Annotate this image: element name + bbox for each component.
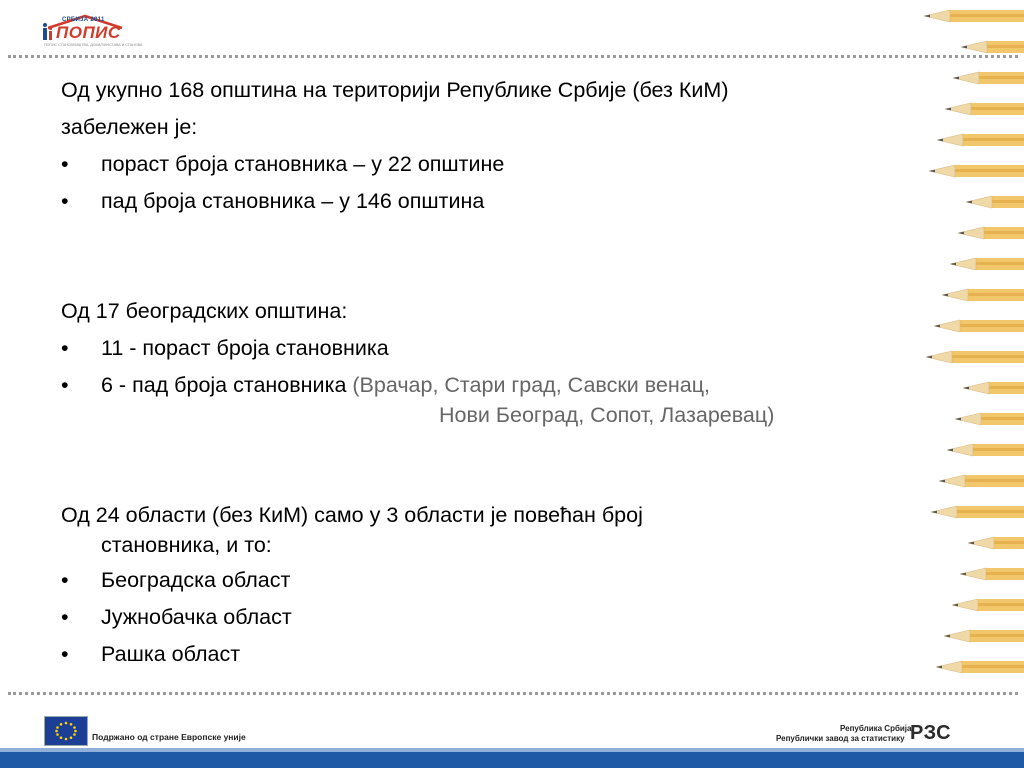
bullet-icon: •: [61, 605, 69, 629]
municipalities-list-line1: (Врачар, Стари град, Савски венац,: [352, 373, 710, 397]
slide-body: [61, 72, 961, 673]
pencil-icon: [961, 41, 1024, 53]
eu-flag-icon: [44, 716, 88, 746]
section1-line2: забележен је:: [61, 115, 198, 139]
pencil-icon: [966, 196, 1024, 208]
municipalities-list-line2: Нови Београд, Сопот, Лазаревац): [439, 403, 775, 427]
section3-line2: становника, и то:: [101, 533, 272, 557]
section3-line1: Од 24 области (без КиМ) само у 3 области је повећан број: [61, 503, 643, 527]
pencil-icon: [960, 568, 1024, 580]
list-item-text: Београдска област: [101, 568, 291, 592]
section1-line1: Од укупно 168 општина на територији Републике Србије (без КиМ): [61, 78, 729, 102]
logo-subtitle: ПОПИС СТАНОВНИШТВА, ДОМАЋИНСТАВА И СТАНОВА: [44, 43, 143, 47]
logo-title: ПОПИС: [56, 23, 121, 42]
pencil-icon: [968, 537, 1024, 549]
list-item: [61, 636, 961, 673]
bullet-icon: •: [61, 568, 69, 592]
bullet-icon: •: [61, 152, 69, 176]
list-item: [61, 599, 961, 636]
list-item-text: Рашка област: [101, 642, 241, 666]
list-item: [61, 330, 961, 367]
list-item: [61, 183, 961, 220]
list-item: [61, 146, 961, 183]
list-item: [61, 562, 961, 599]
pencil-icon: [958, 227, 1024, 239]
pencil-icon: [952, 599, 1024, 611]
bottom-divider: [8, 692, 1018, 695]
pencil-icon: [950, 258, 1024, 270]
pencil-icon: [955, 413, 1024, 425]
list-item-text: 6 - пад броја становника: [101, 373, 347, 397]
eu-support-text: Подржано од стране Европске уније: [92, 732, 246, 742]
list-item-text: 11 - пораст броја становника: [101, 336, 389, 360]
pencil-icon: [924, 10, 1024, 22]
popis-logo: [40, 14, 143, 48]
footer-bar: [0, 752, 1024, 768]
bullet-icon: •: [61, 373, 69, 397]
rzs-logo: РЗС: [910, 722, 952, 744]
list-item-text: пад броја становника – у 146 општина: [101, 189, 485, 213]
pencil-icon: [953, 72, 1024, 84]
rzs-republic-text: Република Србија: [840, 724, 912, 733]
logo-year: СРБИЈА 2011: [62, 17, 105, 23]
list-item-text: Јужнобачка област: [101, 605, 292, 629]
list-item-text: пораст броја становника – у 22 општине: [101, 152, 505, 176]
top-divider: [8, 55, 1018, 58]
bullet-icon: •: [61, 642, 69, 666]
rzs-office-text: Републички завод за статистику: [776, 734, 905, 743]
section2-heading: Од 17 београдских општина:: [61, 299, 348, 323]
list-item: [61, 367, 961, 404]
pencil-icon: [963, 382, 1024, 394]
bullet-icon: •: [61, 189, 69, 213]
bullet-icon: •: [61, 336, 69, 360]
